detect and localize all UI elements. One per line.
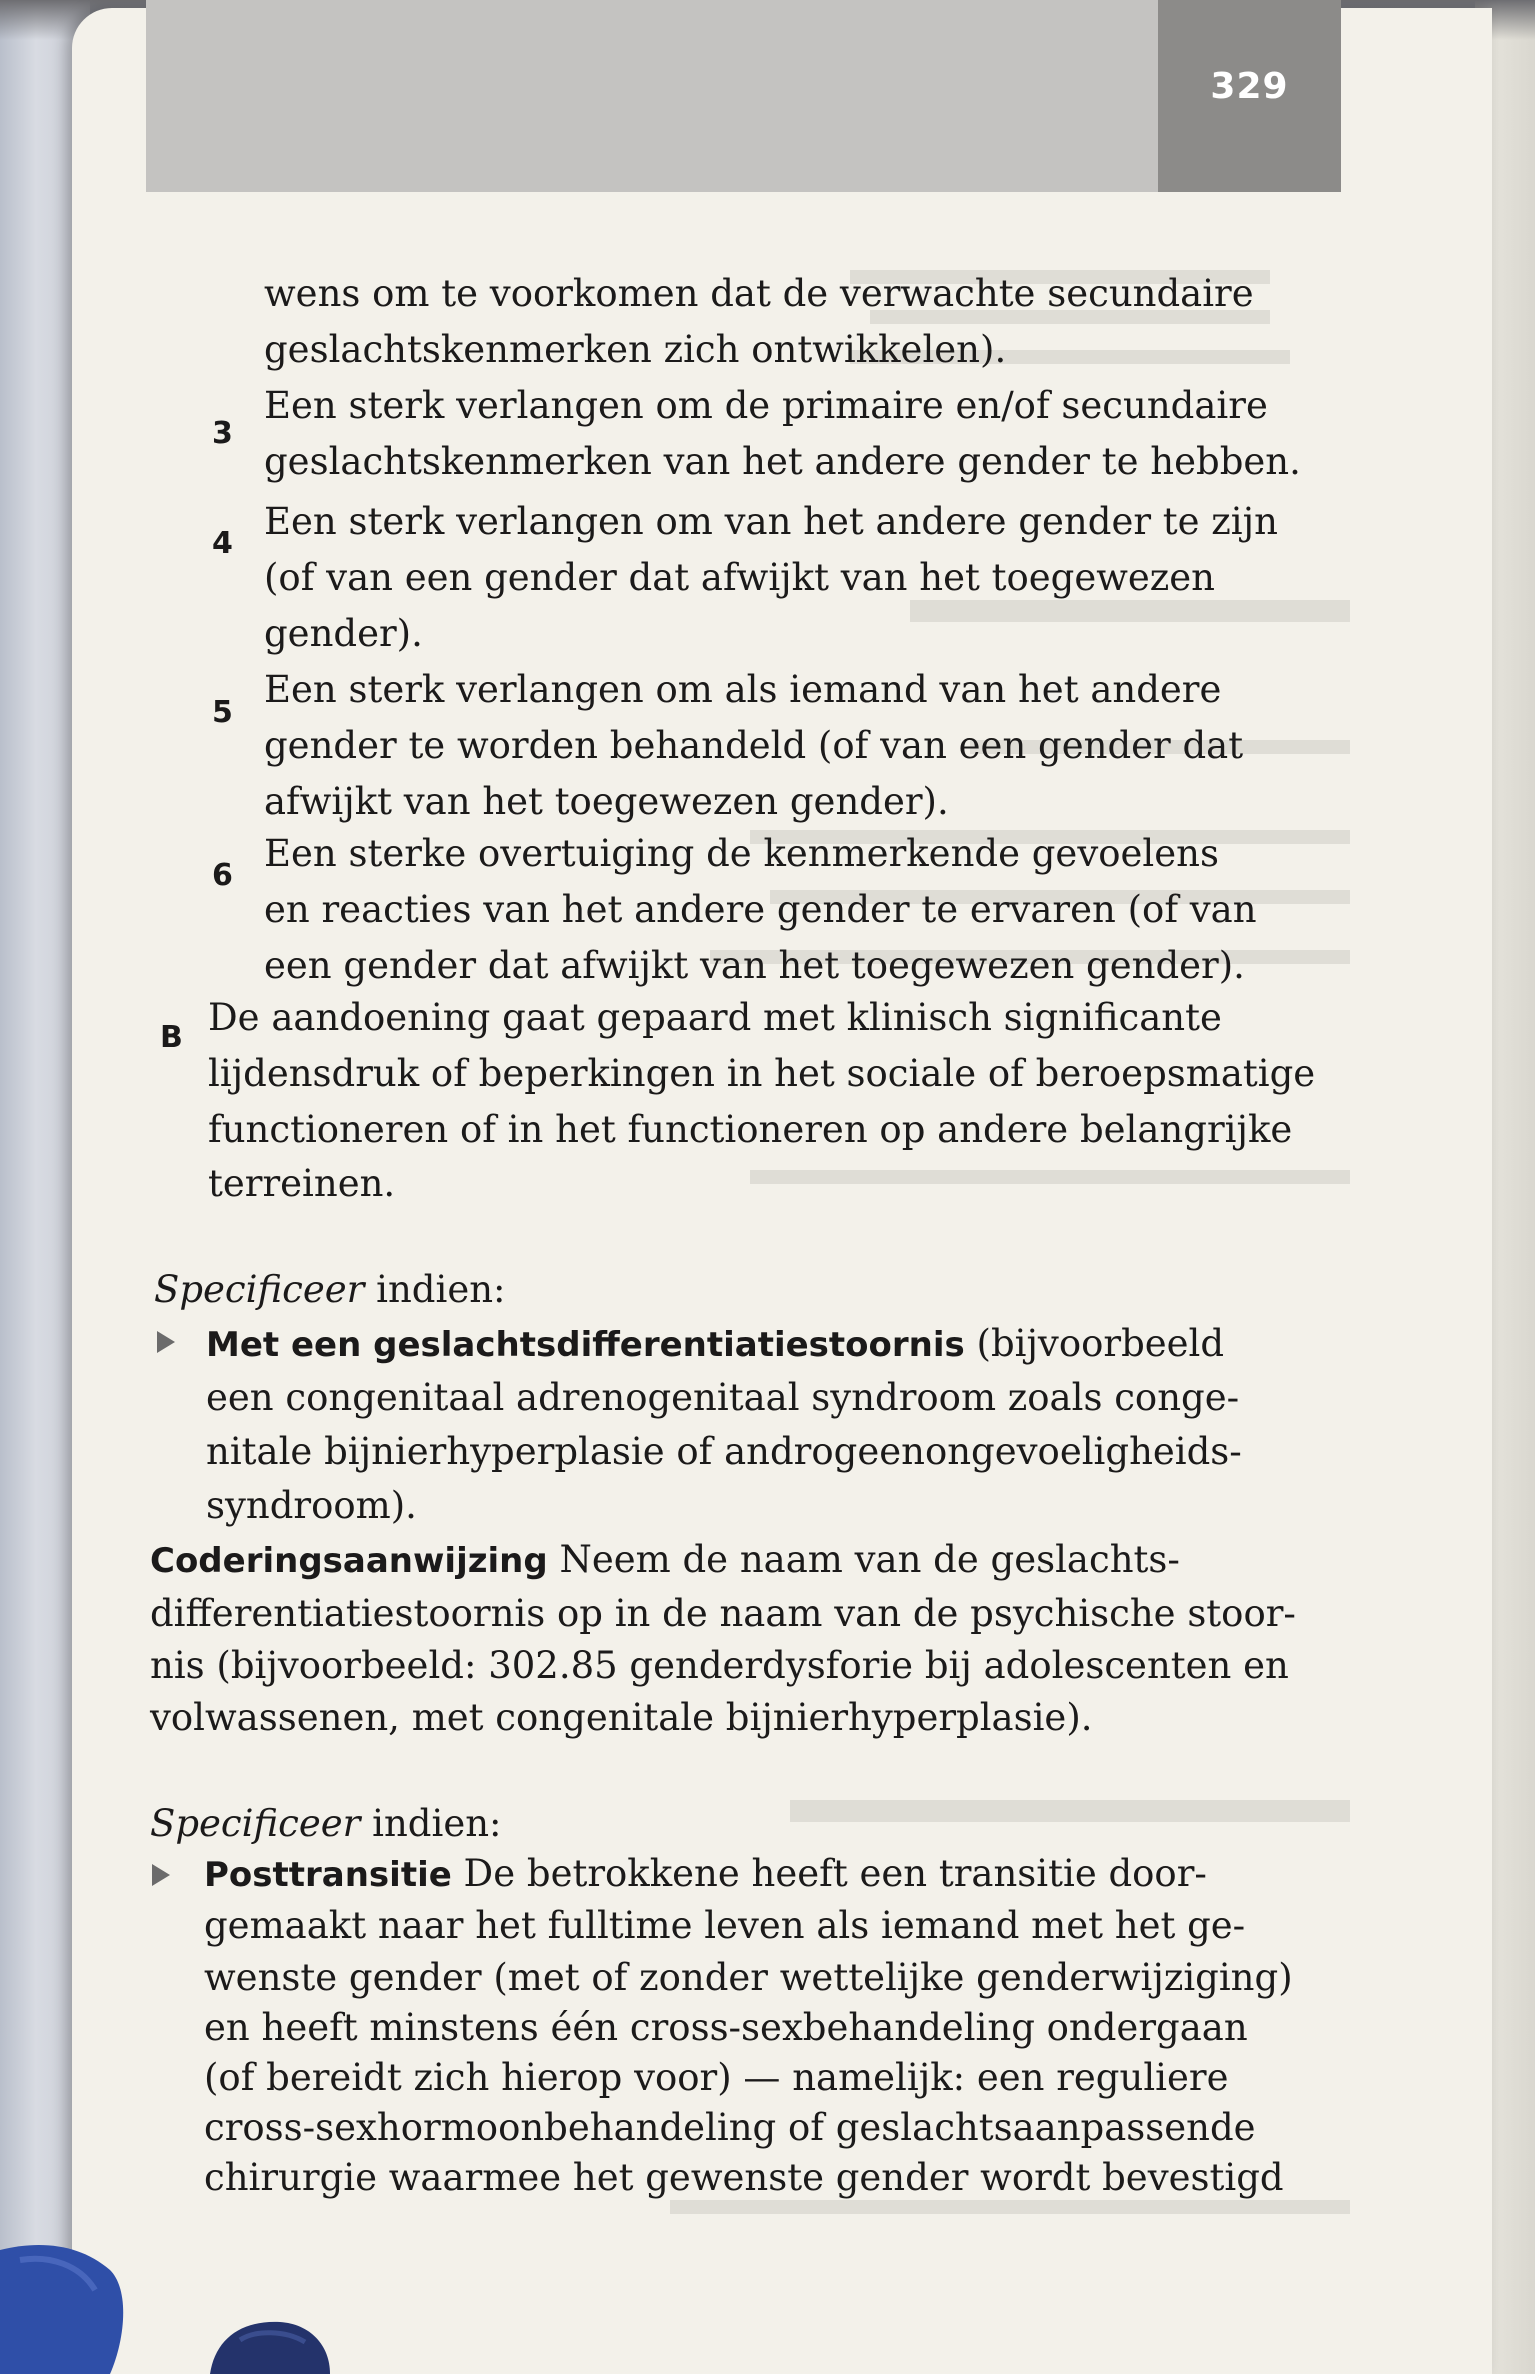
criterion-a5-line-3: afwijkt van het toegewezen gender). xyxy=(264,780,949,823)
criterion-b-line-4: terreinen. xyxy=(208,1162,396,1205)
criterion-b-letter: B xyxy=(160,1020,183,1055)
specifier-heading-2 xyxy=(150,1796,502,1851)
specifier-heading-2-rest: indien: xyxy=(360,1802,502,1845)
specifier-2-line-1 xyxy=(204,1846,1207,1903)
specifier-heading-1-rest: indien: xyxy=(364,1268,506,1311)
bullet-triangle-icon xyxy=(157,1331,175,1353)
criterion-a5-line-1: Een sterk verlangen om als iemand van het andere xyxy=(264,668,1222,711)
coding-note-line-1-rest: Neem de naam van de geslachts- xyxy=(547,1538,1180,1581)
coding-note-line-2: differentiatiestoornis op in de naam van de psychische stoor- xyxy=(150,1592,1296,1635)
criterion-a4-number: 4 xyxy=(212,526,233,561)
specifier-2-line-2: gemaakt naar het fulltime leven als iemand met het ge- xyxy=(204,1904,1246,1947)
thumb-holding-page xyxy=(0,2230,330,2374)
criterion-a6-number: 6 xyxy=(212,858,233,893)
specifier-2-line-4: en heeft minstens één cross-sexbehandeling ondergaan xyxy=(204,2006,1248,2049)
specifier-2-line-6: cross-sexhormoonbehandeling of geslachtsaanpassende xyxy=(204,2106,1256,2149)
criterion-a3-number: 3 xyxy=(212,416,233,451)
specifier-1-line-4: syndroom). xyxy=(206,1484,417,1527)
bullet-triangle-icon xyxy=(152,1864,170,1886)
criterion-a6-line-3: een gender dat afwijkt van het toegewezen gender). xyxy=(264,944,1245,987)
specifier-1-line-2: een congenitaal adrenogenitaal syndroom zoals conge- xyxy=(206,1376,1240,1419)
criterion-a6-line-1: Een sterke overtuiging de kenmerkende gevoelens xyxy=(264,832,1219,875)
criterion-a3-line-1: Een sterk verlangen om de primaire en/of secundaire xyxy=(264,384,1268,427)
specifier-1-line-1 xyxy=(206,1316,1224,1373)
specifier-1-line-3: nitale bijnierhyperplasie of androgeenongevoeligheids- xyxy=(206,1430,1242,1473)
specifier-2-line-1-rest: De betrokkene heeft een transitie door- xyxy=(451,1852,1207,1895)
specifier-2-line-5: (of bereidt zich hierop voor) — namelijk: een reguliere xyxy=(204,2056,1229,2099)
criterion-a6-line-2: en reacties van het andere gender te ervaren (of van xyxy=(264,888,1257,931)
criterion-b-line-3: functioneren of in het functioneren op andere belangrijke xyxy=(208,1108,1293,1151)
coding-note-line-4: volwassenen, met congenitale bijnierhyperplasie). xyxy=(150,1696,1093,1739)
specifier-1-line-1-rest: (bijvoorbeeld xyxy=(964,1322,1225,1365)
criterion-a5-number: 5 xyxy=(212,695,233,730)
criterion-a4-line-2: (of van een gender dat afwijkt van het toegewezen xyxy=(264,556,1216,599)
page-number: 329 xyxy=(1158,0,1341,192)
criterion-a2-continuation-line-2: geslachtskenmerken zich ontwikkelen). xyxy=(264,328,1007,371)
specifier-2-bold: Posttransitie xyxy=(204,1855,452,1895)
specifier-2-line-3: wenste gender (met of zonder wettelijke genderwijziging) xyxy=(204,1956,1293,1999)
criterion-b-line-1: De aandoening gaat gepaard met klinisch significante xyxy=(208,996,1222,1039)
specifier-heading-1 xyxy=(154,1262,506,1317)
coding-note-bold: Coderingsaanwijzing xyxy=(150,1541,548,1581)
criterion-a2-continuation-line-1: wens om te voorkomen dat de verwachte secundaire xyxy=(264,272,1254,315)
criterion-a3-line-2: geslachtskenmerken van het andere gender te hebben. xyxy=(264,440,1301,483)
specifier-heading-2-italic: Specificeer xyxy=(150,1802,361,1845)
specifier-1-bold: Met een geslachtsdifferentiatiestoornis xyxy=(206,1325,965,1365)
criterion-a4-line-3: gender). xyxy=(264,612,423,655)
criterion-b-line-2: lijdensdruk of beperkingen in het sociale of beroepsmatige xyxy=(208,1052,1316,1095)
criterion-a5-line-2: gender te worden behandeld (of van een gender dat xyxy=(264,724,1244,767)
criterion-a4-line-1: Een sterk verlangen om van het andere gender te zijn xyxy=(264,500,1278,543)
specifier-heading-1-italic: Specificeer xyxy=(154,1268,365,1311)
specifier-2-line-7: chirurgie waarmee het gewenste gender wordt bevestigd xyxy=(204,2156,1284,2199)
coding-note-line-3: nis (bijvoorbeeld: 302.85 genderdysforie bij adolescenten en xyxy=(150,1644,1289,1687)
coding-note-line-1 xyxy=(150,1532,1180,1589)
